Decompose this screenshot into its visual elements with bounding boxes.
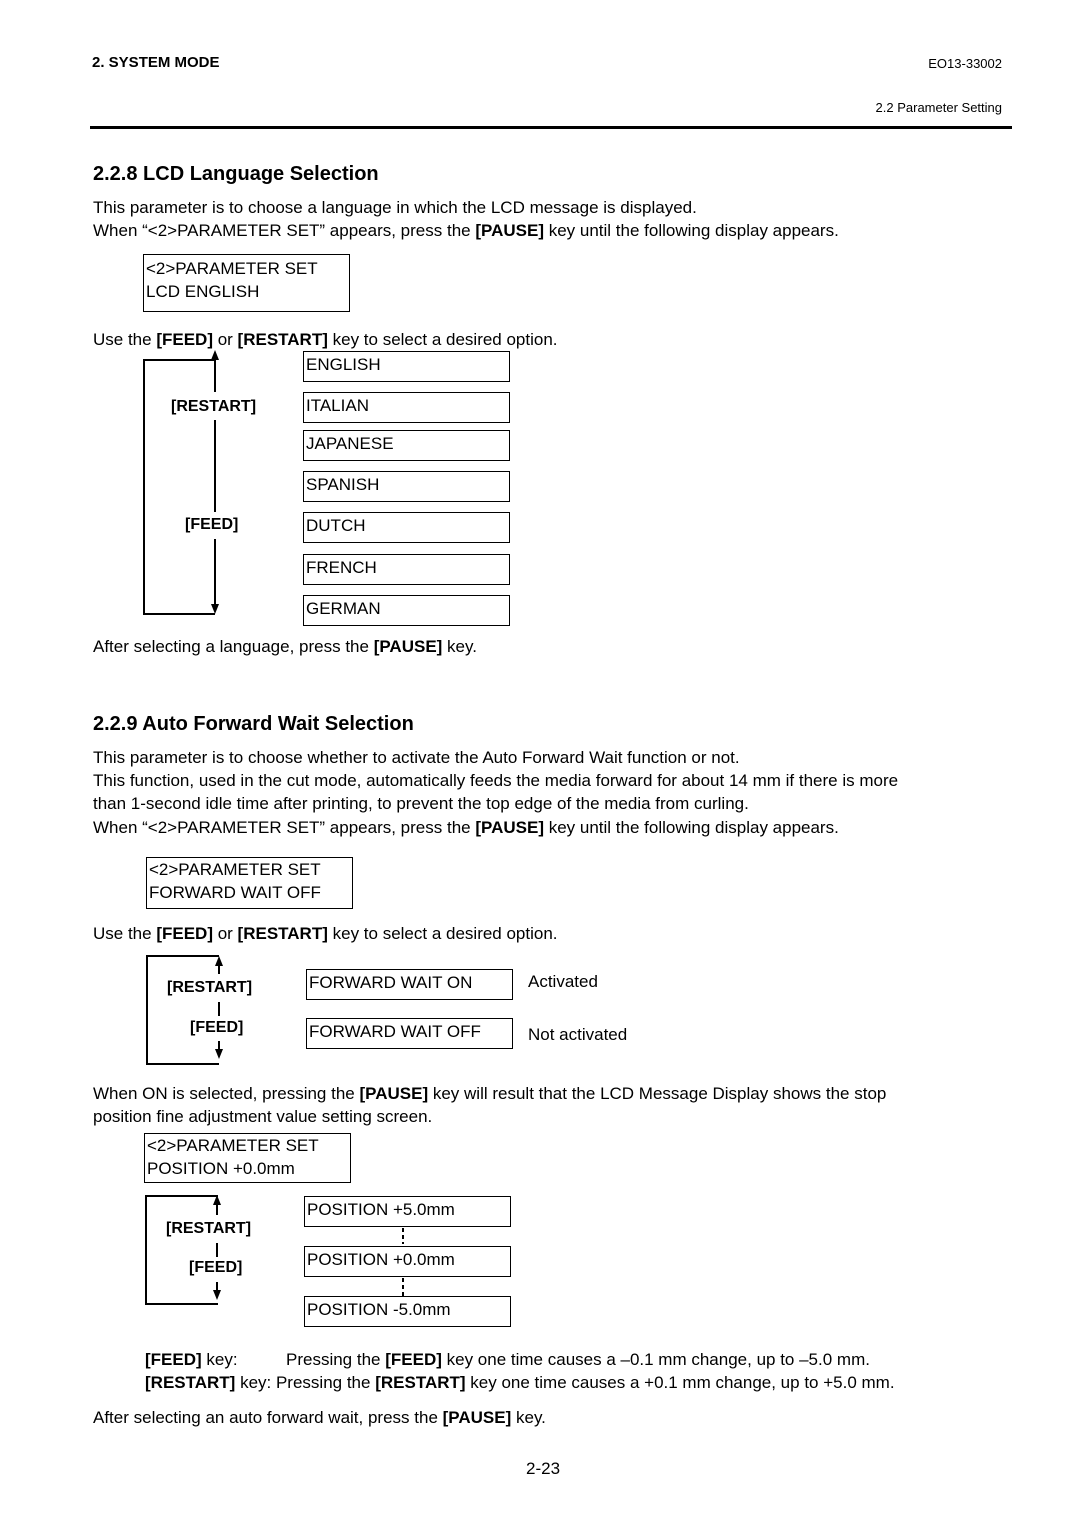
afw-option-on-desc: Activated: [528, 972, 598, 991]
restart-note: [RESTART] key: Pressing the [RESTART] key one time causes a +0.1 mm change, up to +5.0 mm.: [145, 1373, 895, 1392]
lcd-display-line2: LCD ENGLISH: [146, 282, 260, 301]
position-option: POSITION -5.0mm: [304, 1296, 511, 1327]
afw-section-heading: 2.2.9 Auto Forward Wait Selection: [93, 713, 414, 735]
afw-after-text: After selecting an auto forward wait, press the [PAUSE] key.: [93, 1408, 546, 1427]
dotted-connector: [402, 1278, 404, 1296]
position-display-line1: <2>PARAMETER SET: [147, 1136, 319, 1155]
position-display-box: [144, 1133, 351, 1183]
lcd-feed-key: [FEED]: [185, 516, 239, 533]
dotted-connector: [402, 1228, 404, 1244]
afw-feed-key: [FEED]: [190, 1019, 244, 1036]
lcd-section-heading: 2.2.8 LCD Language Selection: [93, 163, 379, 185]
lcd-option: FRENCH: [303, 554, 510, 585]
position-option: POSITION +5.0mm: [304, 1196, 511, 1227]
lcd-intro-1: This parameter is to choose a language in which the LCD message is displayed.: [93, 198, 697, 217]
afw-intro-3: than 1-second idle time after printing, to prevent the top edge of the media from curling.: [93, 794, 749, 813]
arrow-down-icon: [213, 1290, 221, 1300]
lcd-option: ITALIAN: [303, 392, 510, 423]
page-number: 2-23: [526, 1459, 561, 1478]
document-id: EO13-33002: [928, 56, 1002, 71]
lcd-after-text: After selecting a language, press the [PAUSE] key.: [93, 637, 477, 656]
afw-restart-key: [RESTART]: [167, 979, 253, 996]
feed-note-text: Pressing the [FEED] key one time causes a –0.1 mm change, up to –5.0 mm.: [286, 1350, 870, 1369]
arrow-down-icon: [211, 604, 219, 614]
lcd-display-line1: <2>PARAMETER SET: [146, 259, 318, 278]
position-option: POSITION +0.0mm: [304, 1246, 511, 1277]
afw-when-on-line2: position fine adjustment value setting screen.: [93, 1107, 433, 1126]
afw-option-on: FORWARD WAIT ON: [306, 969, 513, 1000]
afw-display-line2: FORWARD WAIT OFF: [149, 883, 321, 902]
lcd-restart-key: [RESTART]: [171, 398, 257, 415]
subsection-header: 2.2 Parameter Setting: [875, 100, 1002, 115]
lcd-option: GERMAN: [303, 595, 510, 626]
feed-note-label: [FEED] key:: [145, 1350, 238, 1369]
afw-option-off: FORWARD WAIT OFF: [306, 1018, 513, 1049]
afw-intro-2: This function, used in the cut mode, automatically feeds the media forward for about 14 mm if there is more: [93, 771, 899, 790]
lcd-option: ENGLISH: [303, 351, 510, 382]
lcd-option: JAPANESE: [303, 430, 510, 461]
lcd-use-text: Use the [FEED] or [RESTART] key to select a desired option.: [93, 330, 558, 349]
arrow-up-icon: [211, 350, 219, 360]
position-display-line2: POSITION +0.0mm: [147, 1159, 295, 1178]
lcd-option: DUTCH: [303, 512, 510, 543]
section-header: 2. SYSTEM MODE: [92, 54, 220, 71]
afw-option-off-desc: Not activated: [528, 1025, 628, 1044]
lcd-display-box: [143, 254, 350, 312]
afw-intro-4: When “<2>PARAMETER SET” appears, press the [PAUSE] key until the following display appears.: [93, 818, 839, 837]
afw-intro-1: This parameter is to choose whether to activate the Auto Forward Wait function or not.: [93, 748, 740, 767]
arrow-down-icon: [215, 1049, 223, 1059]
position-feed-key: [FEED]: [189, 1259, 243, 1276]
lcd-intro-2: When “<2>PARAMETER SET” appears, press the [PAUSE] key until the following display appears.: [93, 221, 839, 240]
header-rule: [90, 126, 1012, 129]
afw-when-on-text: When ON is selected, pressing the [PAUSE] key will result that the LCD Message Display shows the stop: [93, 1084, 887, 1103]
afw-use-text: Use the [FEED] or [RESTART] key to select a desired option.: [93, 924, 558, 943]
afw-display-box: [146, 857, 353, 909]
afw-display-line1: <2>PARAMETER SET: [149, 860, 321, 879]
lcd-option: SPANISH: [303, 471, 510, 502]
position-restart-key: [RESTART]: [166, 1220, 252, 1237]
